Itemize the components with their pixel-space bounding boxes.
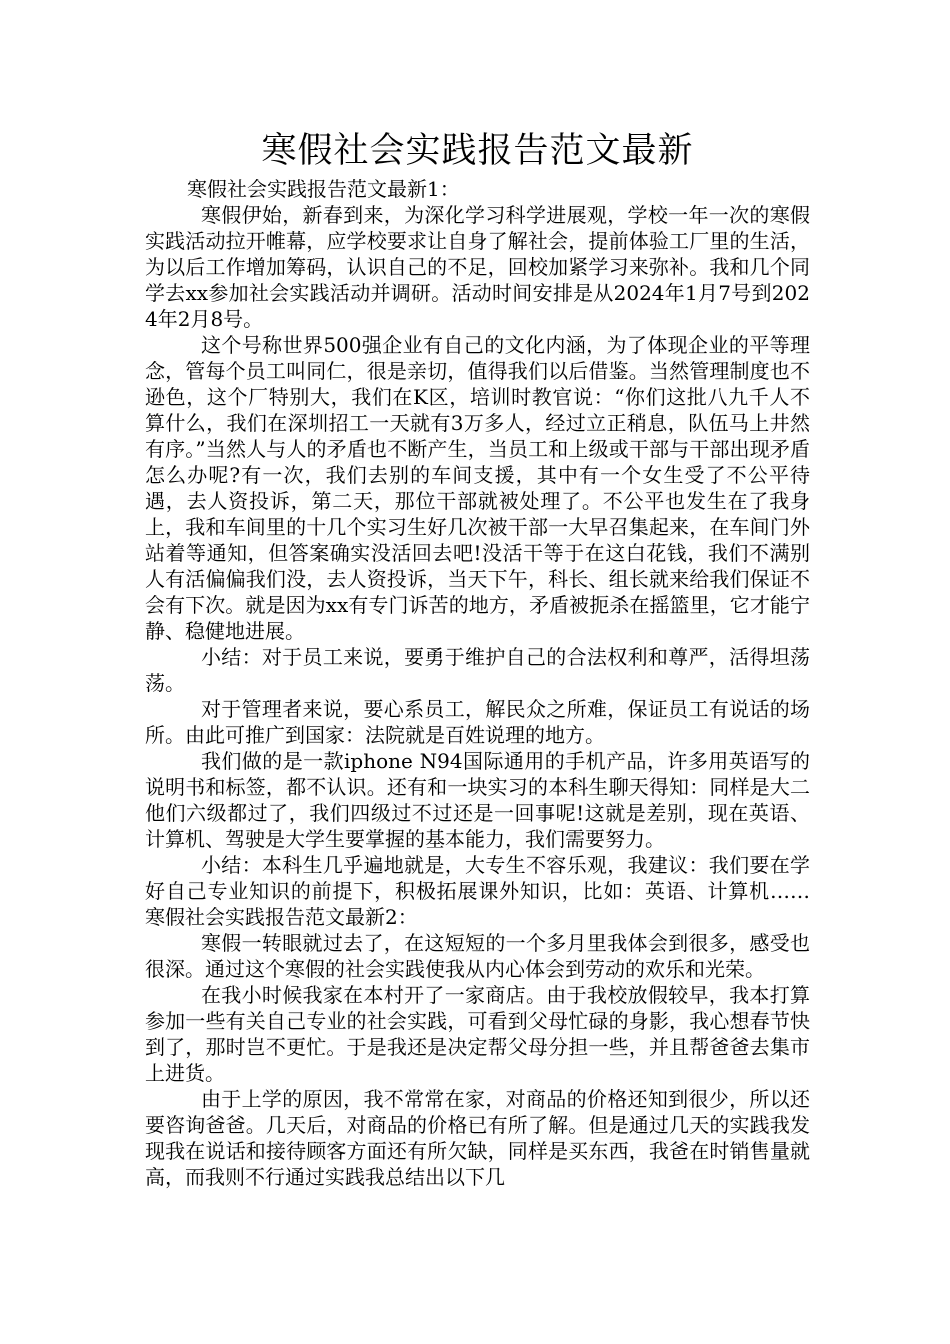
paragraph: 由于上学的原因，我不常常在家，对商品的价格还知到很少，所以还要咨询爸爸。几天后，对商品的价格已有所了解。但是通过几天的实践我发现我在说话和接待顾客方面还有所欠缺，同样是买东西，我爸在时销售量就高，而我则不行通过实践我总结出以下几 <box>145 1087 810 1189</box>
section-heading: 寒假社会实践报告范文最新1： <box>187 177 460 201</box>
paragraph: 小结：本科生几乎遍地就是，大专生不容乐观，我建议：我们要在学好自己专业知识的前提下，积极拓展课外知识，比如：英语、计算机…… 寒假社会实践报告范文最新2： <box>145 853 850 929</box>
paragraph: 寒假一转眼就过去了，在这短短的一个多月里我体会到很多，感受也很深。通过这个寒假的社会实践使我从内心体会到劳动的欢乐和光荣。 <box>145 931 810 981</box>
document-page <box>145 128 850 1190</box>
document-title: 寒假社会实践报告范文最新 <box>261 131 694 171</box>
paragraph: 小结：对于员工来说，要勇于维护自己的合法权利和尊严，活得坦荡荡。 <box>145 645 810 695</box>
paragraph: 我们做的是一款iphone N94国际通用的手机产品，许多用英语写的说明书和标签，都不认识。还有和一块实习的本科生聊天得知：同样是大二他们六级都过了，我们四级过不过还是一回事呢!这就是差别，现在英语、计算机、驾驶是大学生要掌握的基本能力，我们需要努力。 <box>145 749 810 851</box>
paragraph: 在我小时候我家在本村开了一家商店。由于我校放假较早，我本打算参加一些有关自己专业的社会实践，可看到父母忙碌的身影，我心想春节快到了，那时岂不更忙。于是我还是决定帮父母分担一些，并且帮爸爸去集市上进货。 <box>145 983 810 1085</box>
paragraph: 寒假伊始，新春到来，为深化学习科学进展观，学校一年一次的寒假实践活动拉开帷幕，应学校要求让自身了解社会，提前体验工厂里的生活，为以后工作增加筹码，认识自己的不足，回校加紧学习来弥补。我和几个同学去xx参加社会实践活动并调研。活动时间安排是从2024年1月7号到2024年2月8号。 <box>145 203 810 331</box>
paragraph: 这个号称世界500强企业有自己的文化内涵，为了体现企业的平等理念，管每个员工叫同仁，很是亲切，值得我们以后借鉴。当然管理制度也不逊色，这个厂特别大，我们在K区，培训时教官说：“你们这批八九千人不算什么，我们在深圳招工一天就有3万多人，经过立正稍息，队伍马上井然有序。”当然人与人的矛盾也不断产生，当员工和上级或干部与干部出现矛盾怎么办呢?有一次，我们去别的车间支援，其中有一个女生受了不公平待遇，去人资投诉，第二天，那位干部就被处理了。不公平也发生在了我身上，我和车间里的十几个实习生好几次被干部一大早召集起来，在车间门外站着等通知，但答案确实没活回去吧!没活干等于在这白花钱，我们不满别人有活偏偏我们没，去人资投诉，当天下午，科长、组长就来给我们保证不会有下次。就是因为xx有专门诉苦的地方，矛盾被扼杀在摇篮里，它才能宁静、稳健地进展。 <box>145 333 810 643</box>
paragraph: 对于管理者来说，要心系员工，解民众之所难，保证员工有说话的场所。由此可推广到国家：法院就是百姓说理的地方。 <box>145 697 810 747</box>
